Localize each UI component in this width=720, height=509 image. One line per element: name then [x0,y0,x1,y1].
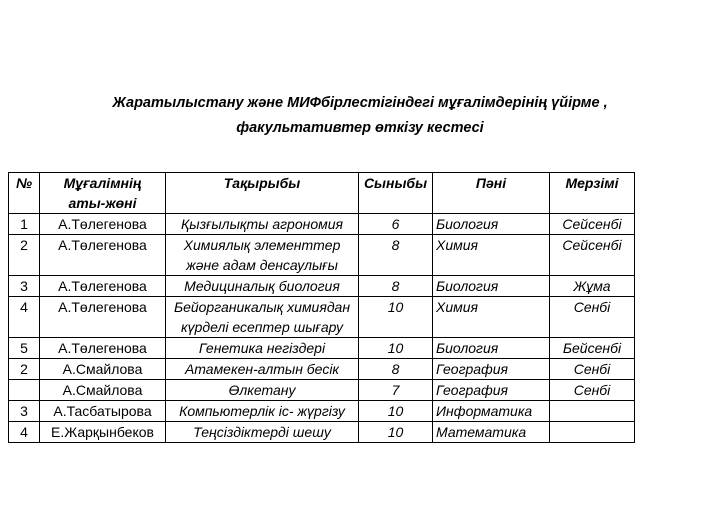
header-subject: Пәні [433,173,550,214]
table-row [9,214,635,235]
cell-subject: География [433,359,550,380]
cell-day: Жұма [550,276,635,297]
cell-number: 2 [9,235,40,276]
cell-number: 4 [9,297,40,338]
cell-subject: География [433,380,550,401]
cell-subject: Биология [433,276,550,297]
cell-teacher: А.Төлегенова [40,297,166,338]
cell-grade: 8 [359,359,433,380]
cell-teacher: Е.Жарқынбеков [40,422,166,443]
cell-grade: 10 [359,401,433,422]
cell-subject: Математика [433,422,550,443]
cell-grade: 8 [359,235,433,276]
cell-teacher: А.Смайлова [40,359,166,380]
table-row [9,422,635,443]
cell-topic: Өлкетану [166,380,359,401]
cell-number: 1 [9,214,40,235]
cell-grade: 7 [359,380,433,401]
cell-topic: Бейорганикалық химиядан күрделі есептер шығару [166,297,359,338]
cell-teacher: А.Смайлова [40,380,166,401]
header-teacher [40,173,166,214]
cell-teacher: А.Төлегенова [40,338,166,359]
cell-teacher: А.Төлегенова [40,235,166,276]
cell-grade: 10 [359,297,433,338]
cell-number: 2 [9,359,40,380]
cell-subject: Химия [433,297,550,338]
table-row [9,235,635,276]
table-row [9,297,635,338]
cell-topic: Теңсіздіктерді шешу [166,422,359,443]
cell-topic: Компьютерлік іс- жүргізу [166,401,359,422]
cell-day [550,401,635,422]
cell-subject: Химия [433,235,550,276]
cell-topic: Медициналық биология [166,276,359,297]
cell-number: 5 [9,338,40,359]
cell-topic: Атамекен-алтын бесік [166,359,359,380]
cell-day: Бейсенбі [550,338,635,359]
cell-teacher: А.Төлегенова [40,214,166,235]
table-header-row [9,173,635,214]
cell-subject: Биология [433,214,550,235]
document-title-line-1: Жаратылыстану және МИФбірлестігіндегі мұғалімдерінің үйірме , [112,95,608,111]
cell-subject: Информатика [433,401,550,422]
document-title-line-2: факультативтер өткізу кестесі [236,120,484,136]
header-day: Мерзімі [550,173,635,214]
cell-topic: Генетика негіздері [166,338,359,359]
cell-day: Сейсенбі [550,235,635,276]
table-row [9,401,635,422]
cell-day: Сейсенбі [550,214,635,235]
header-teacher-line-1: Мұғалімнің [63,175,142,191]
cell-day: Сенбі [550,380,635,401]
cell-teacher: А.Тасбатырова [40,401,166,422]
cell-number: 3 [9,401,40,422]
table-row [9,380,635,401]
cell-day: Сенбі [550,297,635,338]
table-row [9,338,635,359]
cell-teacher: А.Төлегенова [40,276,166,297]
cell-topic: Қызғылықты агрономия [166,214,359,235]
cell-day: Сенбі [550,359,635,380]
table-row [9,359,635,380]
cell-number [9,380,40,401]
header-grade: Сыныбы [359,173,433,214]
cell-day [550,422,635,443]
table-row [9,276,635,297]
cell-grade: 10 [359,338,433,359]
cell-subject: Биология [433,338,550,359]
header-number: № [9,173,40,214]
cell-grade: 10 [359,422,433,443]
header-teacher-line-2: аты-жөні [68,195,137,211]
schedule-table [8,172,635,443]
cell-topic: Химиялық элементтер және адам денсаулығы [166,235,359,276]
cell-grade: 8 [359,276,433,297]
header-topic: Тақырыбы [166,173,359,214]
cell-number: 3 [9,276,40,297]
cell-grade: 6 [359,214,433,235]
cell-number: 4 [9,422,40,443]
